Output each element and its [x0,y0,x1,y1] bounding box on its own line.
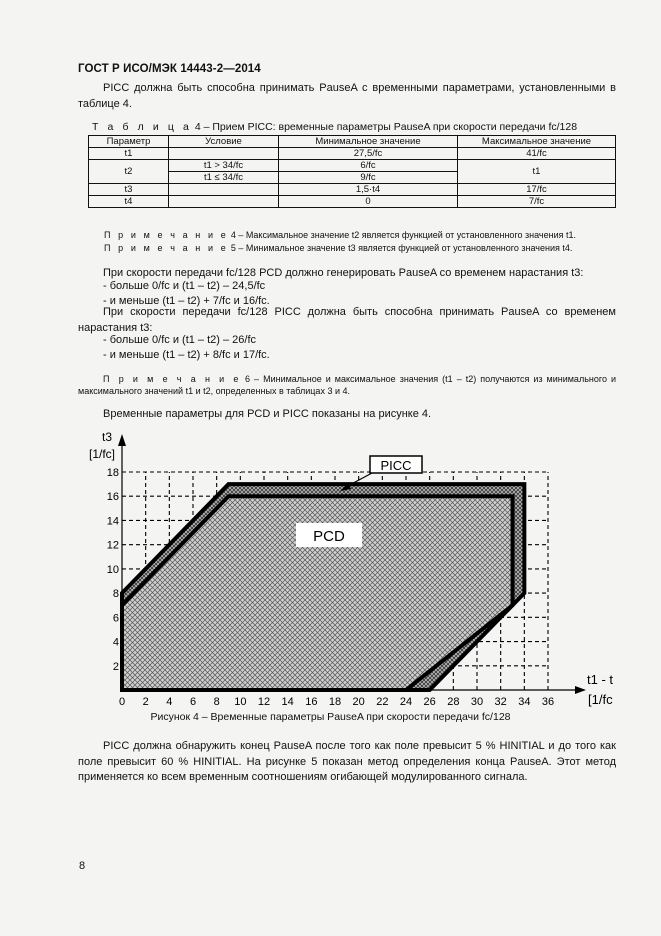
table-header-row [89,136,616,148]
closing-paragraph: PICC должна обнаружить конец PauseA после того как поле превысит 5 % HINITIAL и до того как поле превысит 60 % HINITIAL. На рисунке 5 показан метод определения конца PauseA. Этот метод применяется ко всем временным соотношениям огибающей модулированного сигнала. [78,740,616,783]
cell-min: 0 [279,196,458,208]
y-tick-label: 8 [112,588,119,601]
x-tick-label: 4 [166,696,173,708]
cell-cond: t1 > 34/fc [169,160,279,172]
x-tick-label: 6 [189,696,197,708]
cell-min: 27,5/fc [279,148,458,160]
x-axis-label: t1 - t [587,672,614,687]
x-tick-label: 26 [423,696,436,708]
document-header: ГОСТ Р ИСО/МЭК 14443-2—2014 [78,63,261,75]
picc-intro: При скорости передачи fc/128 PICC должна быть способна принимать PauseA со временем нарастания t3: [78,306,616,334]
x-tick-label: 24 [399,696,413,708]
x-tick-label: 10 [234,696,247,708]
note-4-text: 4 – Максимальное значение t2 является функцией от установленного значения t1. [230,230,576,240]
table-caption-label: Т а б л и ц а [92,121,192,133]
pcd-intro: При скорости передачи fc/128 PCD должно генерировать PauseA со временем нарастания t3: [103,267,584,279]
cell-min: 6/fc [279,160,458,172]
y-axis-unit: [1/fc] [89,447,116,461]
note-6-text: 6 – Минимальное и максимальное значения (t1 – t2) получаются из минимального и максимального значений t1 и t2, определенных в таблицах 3 и 4. [78,374,616,396]
pcd-label: PCD [313,528,345,545]
cell-cond [169,184,279,196]
y-tick-label: 14 [106,515,119,528]
x-tick-label: 36 [541,696,555,708]
page-number: 8 [79,860,86,872]
x-tick-label: 22 [376,696,389,708]
list-item: - больше 0/fc и (t1 – t2) – 24,5/fc [103,280,266,292]
list-item: - больше 0/fc и (t1 – t2) – 26/fc [103,334,257,346]
x-tick-label: 0 [118,696,126,708]
note-4-label: П р и м е ч а н и е [104,230,229,240]
intro-paragraph: PICC должна быть способна принимать PauseA с временными параметрами, установленными в таблице 4. [78,82,616,110]
timing-table [88,135,616,208]
picc-label: PICC [380,458,412,473]
figure-intro: Временные параметры для PCD и PICC показаны на рисунке 4. [103,408,432,420]
cell-cond [169,148,279,160]
x-tick-label: 2 [142,696,149,708]
note-5 [104,242,616,254]
y-tick-label: 16 [106,491,119,504]
cell-max: 7/fc [458,196,616,208]
th-max: Максимальное значение [458,136,616,148]
table-caption [92,121,577,133]
x-tick-label: 12 [257,696,271,708]
figure-caption: Рисунок 4 – Временные параметры PauseA при скорости передачи fc/128 [150,711,511,723]
x-tick-label: 20 [352,696,365,708]
chart-shapes [122,484,524,690]
table-row [89,160,616,172]
x-tick-label: 34 [518,696,531,708]
th-min: Минимальное значение [279,136,458,148]
cell-param: t4 [89,196,169,208]
note-6-label: П р и м е ч а н и е [103,374,241,384]
cell-param: t2 [89,160,169,184]
note-4 [104,229,616,241]
cell-max: 17/fc [458,184,616,196]
timing-chart [0,420,661,710]
x-tick-label: 16 [305,696,318,708]
th-parameter: Параметр [89,136,169,148]
x-tick-label: 30 [470,696,484,708]
y-tick-label: 6 [112,612,119,625]
cell-param: t1 [89,148,169,160]
cell-max: 41/fc [458,148,616,160]
note-5-label: П р и м е ч а н и е [104,243,229,253]
x-tick-label: 28 [447,696,460,708]
cell-min: 1,5·t4 [279,184,458,196]
y-axis-arrow [118,434,126,446]
table-row [89,184,616,196]
note-6 [78,373,616,397]
note-5-text: 5 – Минимальное значение t3 является функцией от установленного значения t4. [230,243,573,253]
table-row [89,196,616,208]
cell-max: t1 [458,160,616,184]
x-tick-label: 8 [213,696,220,708]
list-item: - и меньше (t1 – t2) + 8/fc и 17/fc. [103,349,270,361]
x-tick-label: 32 [494,696,507,708]
cell-min: 9/fc [279,172,458,184]
list-item: - и меньше (t1 – t2) + 7/fc и 16/fc. [103,295,270,307]
y-tick-label: 10 [106,563,119,576]
x-axis-unit: [1/fc [588,692,613,707]
y-tick-label: 4 [112,636,119,649]
cell-cond: t1 ≤ 34/fc [169,172,279,184]
picc-list [103,333,270,363]
y-tick-label: 2 [112,660,119,673]
cell-param: t3 [89,184,169,196]
y-axis-label: t3 [102,430,113,444]
x-tick-label: 14 [281,696,294,708]
y-tick-label: 18 [106,467,119,479]
table-caption-text: 4 – Прием PICC: временные параметры PauseA при скорости передачи fc/128 [194,121,578,133]
y-tick-label: 12 [106,539,119,552]
x-axis-arrow [575,686,586,694]
cell-cond [169,196,279,208]
th-condition: Условие [169,136,279,148]
table-row [89,148,616,160]
x-tick-label: 18 [328,696,342,708]
